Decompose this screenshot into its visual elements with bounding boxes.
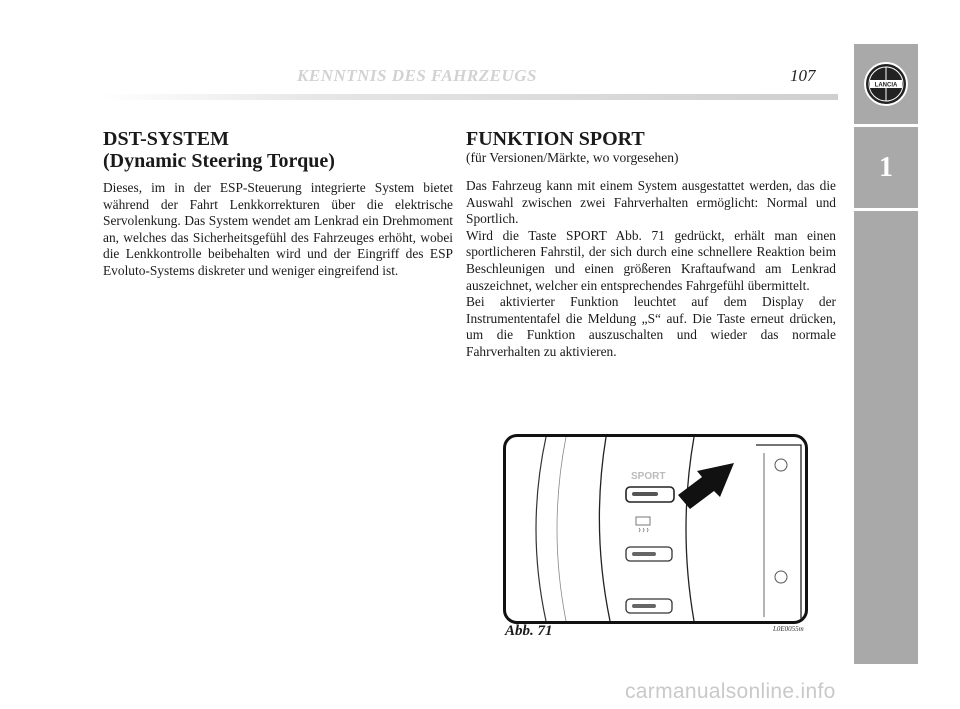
chapter-sidebar	[854, 44, 918, 664]
sport-title: FUNKTION SPORT	[466, 128, 645, 150]
watermark: carmanualsonline.info	[625, 680, 836, 703]
dst-title: DST-SYSTEM	[103, 128, 229, 150]
sport-paragraph: Das Fahrzeug kann mit einem System ausgestattet werden, das die Auswahl zwischen zwei Fahrverhalten ermöglicht: Normal und Sportlich.	[466, 178, 836, 227]
sidebar-divider	[854, 208, 918, 211]
sport-button-label: SPORT	[631, 471, 666, 482]
sidebar-divider	[854, 124, 918, 127]
logo-text: LANCIA	[874, 82, 898, 89]
screw-icon	[775, 459, 787, 471]
sport-paragraph: Wird die Taste SPORT Abb. 71 gedrückt, erhält man einen sportlicheren Fahrstil, der sich durch eine schnellere Reaktion beim Beschleunigen und einen größeren Kraftaufwand am Lenkrad auszeichnet, welcher ein entsprechendes Fahrgefühl übermittelt.	[466, 227, 836, 293]
chapter-tab[interactable]: 1	[854, 128, 918, 208]
page-number: 107	[790, 66, 816, 85]
sport-subtitle: (für Versionen/Märkte, wo vorgesehen)	[466, 150, 679, 165]
screw-icon	[775, 571, 787, 583]
heated-rear-window-icon	[636, 517, 650, 532]
figure-code: L0E0055m	[773, 625, 804, 633]
sport-body	[466, 178, 836, 361]
brand-logo	[854, 44, 918, 124]
sport-paragraph: Bei aktivierter Funktion leuchtet auf dem Display der Instrumententafel die Meldung „S“ auf. Die Taste erneut drücken, um die Funktion auszuschalten und wieder das normale Fahrverhalten zu aktivieren.	[466, 294, 836, 359]
page-header-title: KENNTNIS DES FAHRZEUGS	[297, 66, 537, 85]
header-rule	[100, 94, 838, 100]
lancia-logo-icon	[863, 61, 909, 107]
figure-caption: Abb. 71	[505, 623, 553, 639]
dst-body: Dieses, im in der ESP-Steuerung integrierte System bietet während der Fahrt Lenkkorrekturen über die elektrische Servolenkung. Das System wendet am Lenkrad ein Drehmoment an, welches das Sicherheitsgefühl des Fahrzeuges erhöht, wobei die Lenkkontrolle beibehalten wird und der Eingriff des ESP Evoluto-Systems diskreter und weniger eingreifend ist.	[103, 180, 453, 278]
arrow-icon	[678, 463, 734, 509]
dst-subtitle: (Dynamic Steering Torque)	[103, 150, 335, 172]
dashboard-illustration	[506, 437, 805, 621]
sport-button-figure	[503, 434, 808, 624]
